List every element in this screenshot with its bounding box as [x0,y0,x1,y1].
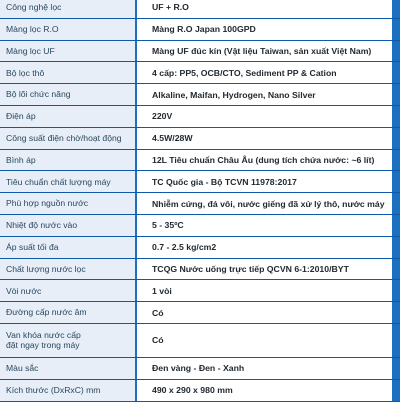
spec-row [0,62,400,84]
spec-value: UF + R.O [137,0,392,18]
spec-row [0,259,400,281]
spec-value: Có [137,324,392,357]
spec-row [0,106,400,128]
spec-value: 12L Tiêu chuẩn Châu Âu (dung tích chứa nước: ~6 lít) [137,150,392,171]
right-border [392,84,400,105]
spec-value: Màng UF đúc kín (Vật liệu Taiwan, sản xuất Việt Nam) [137,41,392,62]
spec-value: TC Quốc gia - Bộ TCVN 11978:2017 [137,171,392,192]
spec-label: Van khóa nước cấp đặt ngay trong máy [0,324,135,357]
spec-label: Chất lượng nước lọc [0,259,135,280]
spec-label: Công suất điện chờ/hoạt động [0,128,135,149]
right-border [392,106,400,127]
spec-value: 4.5W/28W [137,128,392,149]
spec-row [0,41,400,63]
spec-value: Nhiễm cứng, đá vôi, nước giếng đã xử lý thô, nước máy [137,193,392,214]
spec-label: Bình áp [0,150,135,171]
spec-value: 4 cấp: PP5, OCB/CTO, Sediment PP & Cation [137,62,392,83]
right-border [392,150,400,171]
spec-row [0,171,400,193]
right-border [392,324,400,357]
spec-label: Vòi nước [0,280,135,301]
spec-value: 5 - 35ºC [137,215,392,236]
right-border [392,380,400,401]
spec-value: Đen vàng - Đen - Xanh [137,358,392,379]
right-border [392,41,400,62]
spec-label: Bộ lọc thô [0,62,135,83]
spec-label: Màng lọc R.O [0,19,135,40]
spec-label: Màu sắc [0,358,135,379]
spec-row [0,302,400,324]
spec-value: 1 vòi [137,280,392,301]
spec-row [0,237,400,259]
right-border [392,193,400,214]
spec-row [0,193,400,215]
right-border [392,62,400,83]
right-border [392,280,400,301]
spec-row [0,358,400,380]
spec-label: Bộ lõi chức năng [0,84,135,105]
spec-value: TCQG Nước uống trực tiếp QCVN 6-1:2010/BYT [137,259,392,280]
spec-row [0,150,400,172]
right-border [392,171,400,192]
spec-label: Đường cấp nước âm [0,302,135,323]
spec-row [0,0,400,19]
spec-value: 0.7 - 2.5 kg/cm2 [137,237,392,258]
spec-row [0,280,400,302]
right-border [392,259,400,280]
spec-row [0,128,400,150]
spec-row [0,84,400,106]
right-border [392,358,400,379]
spec-value: Có [137,302,392,323]
spec-label: Phù hợp nguồn nước [0,193,135,214]
spec-row [0,324,400,358]
spec-value: 220V [137,106,392,127]
right-border [392,302,400,323]
spec-label: Công nghệ lọc [0,0,135,18]
spec-label: Màng lọc UF [0,41,135,62]
spec-value: Alkaline, Maifan, Hydrogen, Nano Silver [137,84,392,105]
spec-label: Kích thước (DxRxC) mm [0,380,135,401]
right-border [392,237,400,258]
spec-value: 490 x 290 x 980 mm [137,380,392,401]
right-border [392,0,400,18]
spec-label: Nhiệt độ nước vào [0,215,135,236]
spec-row [0,380,400,402]
spec-label: Điện áp [0,106,135,127]
right-border [392,19,400,40]
spec-value: Màng R.O Japan 100GPD [137,19,392,40]
spec-row [0,19,400,41]
spec-label: Áp suất tối đa [0,237,135,258]
spec-label: Tiêu chuẩn chất lượng máy [0,171,135,192]
right-border [392,128,400,149]
right-border [392,215,400,236]
spec-row [0,215,400,237]
